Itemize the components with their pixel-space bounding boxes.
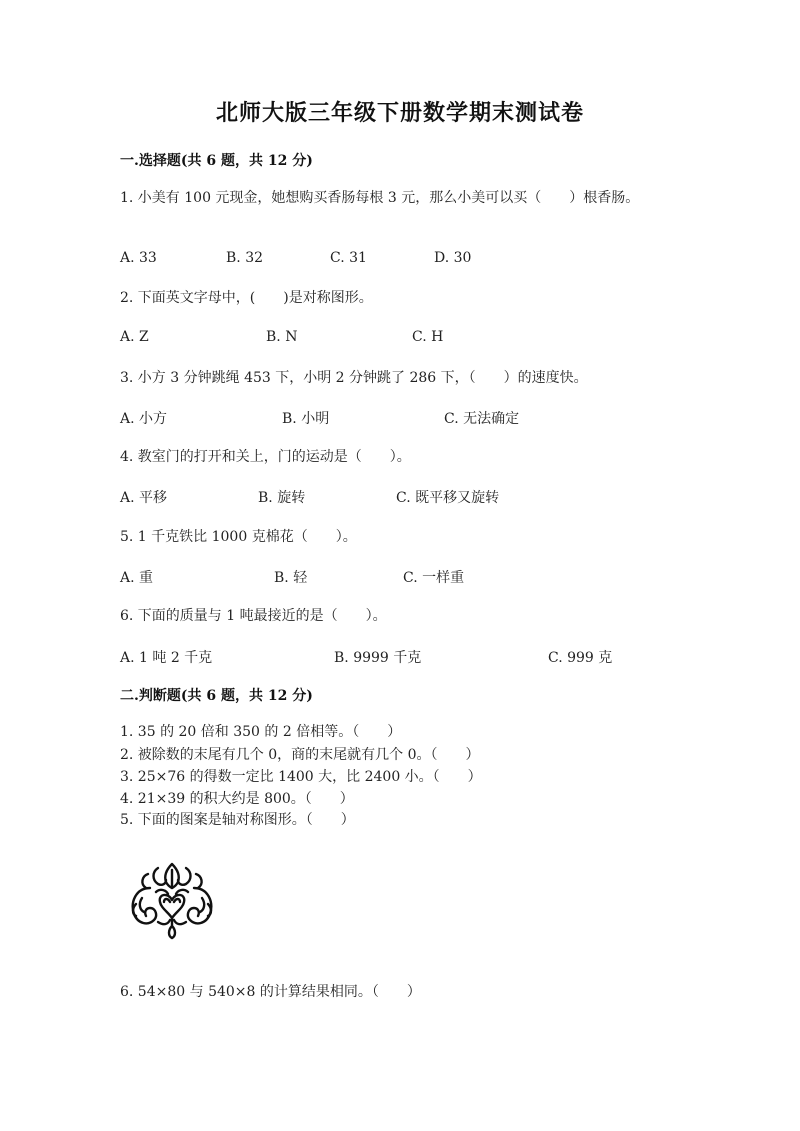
option-4c: C. 既平移又旋转 [396, 490, 500, 506]
question-6: 6. 下面的质量与 1 吨最接近的是（ ）。 [120, 608, 387, 624]
section-heading-judgement: 二.判断题(共 6 题，共 12 分) [120, 688, 313, 704]
question-2: 2. 下面英文字母中，( )是对称图形。 [120, 290, 373, 306]
option-3a: A. 小方 [120, 411, 168, 427]
judgement-item-2: 2. 被除数的末尾有几个 0，商的末尾就有几个 0。（ ） [120, 747, 480, 763]
question-3: 3. 小方 3 分钟跳绳 453 下，小明 2 分钟跳了 286 下，（ ）的速度快。 [120, 370, 588, 386]
page-title: 北师大版三年级下册数学期末测试卷 [215, 100, 584, 126]
option-6a: A. 1 吨 2 千克 [120, 650, 213, 666]
option-4a: A. 平移 [120, 490, 168, 506]
question-1: 1. 小美有 100 元现金，她想购买香肠每根 3 元，那么小美可以买（ ）根香肠。 [120, 190, 640, 206]
question-5: 5. 1 千克铁比 1000 克棉花（ ）。 [120, 529, 357, 545]
option-2a: A. Z [120, 329, 149, 345]
option-5b: B. 轻 [274, 570, 308, 586]
option-2c: C. H [412, 329, 444, 345]
option-1a: A. 33 [120, 250, 157, 266]
judgement-item-1: 1. 35 的 20 倍和 350 的 2 倍相等。（ ） [120, 724, 402, 740]
option-2b: B. N [266, 329, 298, 345]
judgement-item-6: 6. 54×80 与 540×8 的计算结果相同。（ ） [120, 984, 421, 1000]
option-3b: B. 小明 [282, 411, 330, 427]
option-3c: C. 无法确定 [444, 411, 520, 427]
judgement-item-4: 4. 21×39 的积大约是 800。（ ） [120, 791, 354, 807]
option-1c: C. 31 [330, 250, 367, 266]
section-heading-choice: 一.选择题(共 6 题，共 12 分) [120, 153, 313, 169]
symmetric-pattern-figure [128, 858, 216, 940]
judgement-item-3: 3. 25×76 的得数一定比 1400 大，比 2400 小。（ ） [120, 769, 482, 785]
option-6b: B. 9999 千克 [334, 650, 422, 666]
option-1b: B. 32 [226, 250, 264, 266]
question-4: 4. 教室门的打开和关上，门的运动是（ ）。 [120, 449, 411, 465]
option-1d: D. 30 [434, 250, 472, 266]
option-4b: B. 旋转 [258, 490, 306, 506]
option-5a: A. 重 [120, 570, 154, 586]
option-6c: C. 999 克 [548, 650, 613, 666]
judgement-item-5: 5. 下面的图案是轴对称图形。（ ） [120, 812, 355, 828]
option-5c: C. 一样重 [403, 570, 465, 586]
